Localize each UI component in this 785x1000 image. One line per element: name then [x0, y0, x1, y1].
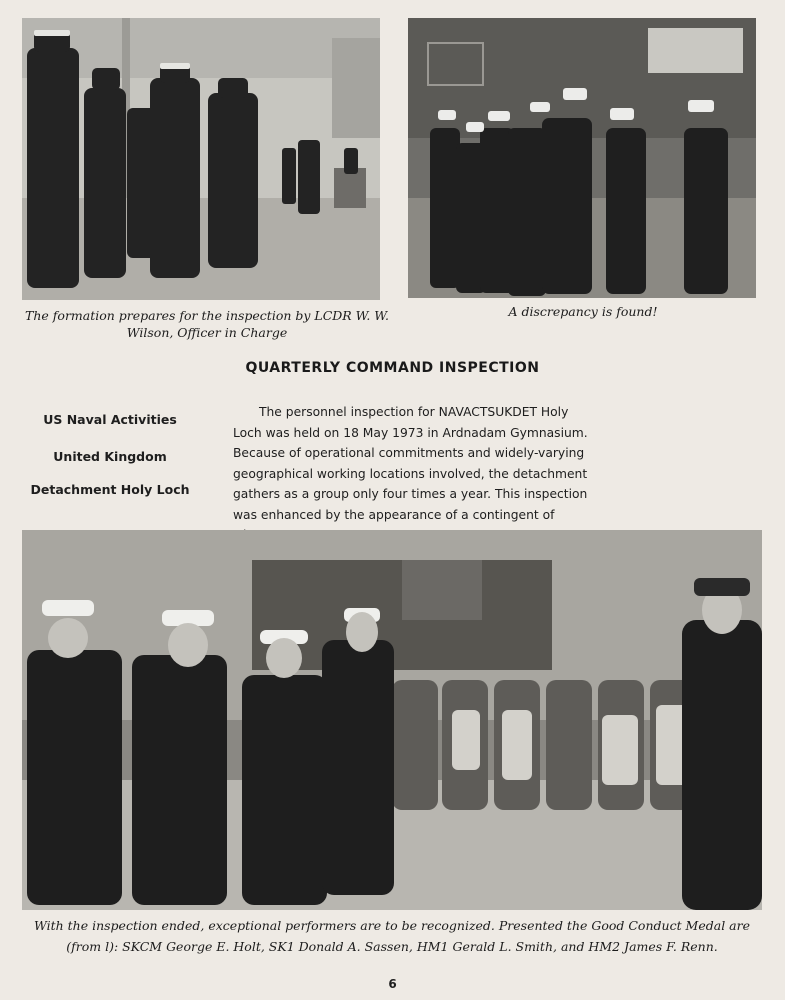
article-body-text: The personnel inspection for NAVACTSUKDET Holy Loch was held on 18 May 1973 in Ardnadam Gymnasium. Because of operational commitments and widely-varying geographical working locations involved, the detachment gathers as a group only four times a year. This inspection was enhanced by the appearance of a contingent of	[233, 405, 588, 522]
photo-good-conduct-medal	[22, 530, 762, 910]
formation-photo-image	[22, 18, 380, 300]
discrepancy-caption: A discrepancy is found!	[508, 304, 658, 319]
medal-caption: With the inspection ended, exceptional performers are to be recognized. Presented the Good Conduct Medal are (from l): SKCM George E. Holt, SK1 Donald A. Sassen, HM1 Gerald L. Smith, and HM2 James F. Renn.	[33, 918, 751, 954]
page-number: 6	[388, 977, 397, 991]
unit-line-kingdom: United Kingdom	[53, 449, 167, 464]
photo-discrepancy	[408, 18, 756, 298]
unit-line-detachment: Detachment Holy Loch	[30, 482, 190, 497]
photo-formation	[22, 18, 380, 300]
medal-photo-image	[22, 530, 762, 910]
formation-caption: The formation prepares for the inspection by LCDR W. W. Wilson, Officer in Charge	[25, 308, 389, 340]
article-body	[233, 402, 588, 546]
unit-line-activities: US Naval Activities	[43, 412, 177, 427]
article-heading: QUARTERLY COMMAND INSPECTION	[245, 360, 540, 376]
discrepancy-photo-image	[408, 18, 756, 298]
